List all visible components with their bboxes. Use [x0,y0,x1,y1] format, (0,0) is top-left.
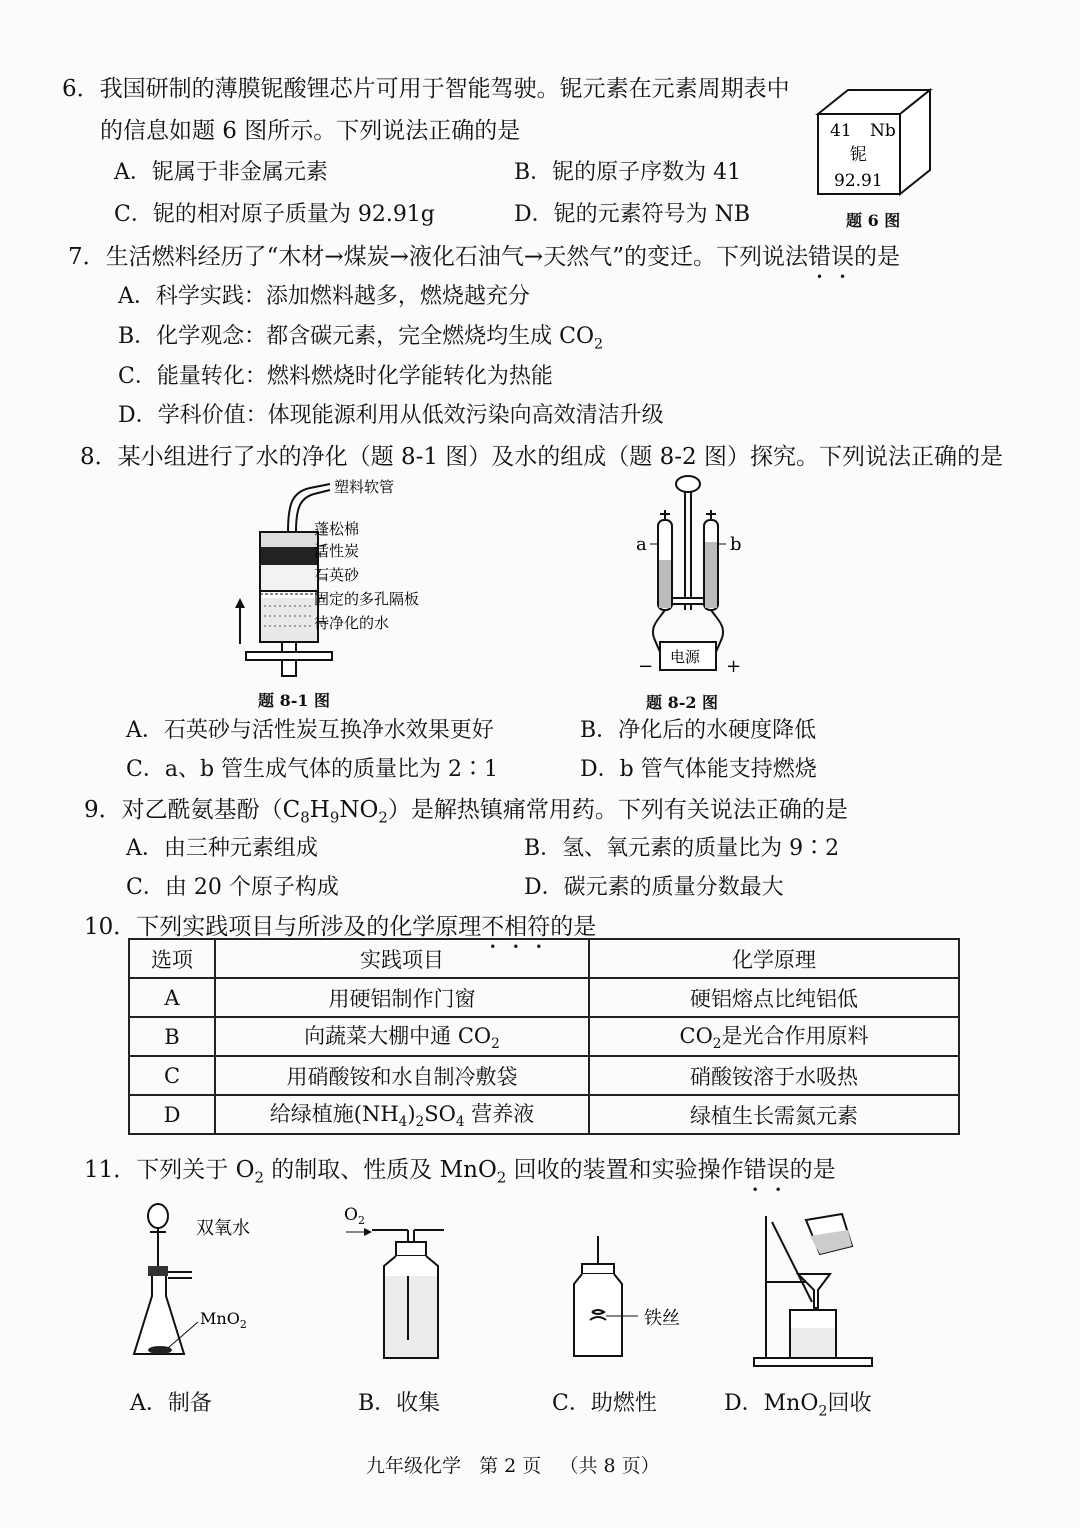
q10-row-d-project-text: 给绿植施(NH [269,1102,399,1127]
footer-total: （共 8 页） [559,1455,660,1477]
q9-option-d: D．碳元素的质量分数最大 [524,875,784,900]
q10-row-d-option: D [129,1095,215,1134]
q9-option-b: B．氢、氧元素的质量比为 9∶2 [524,836,840,861]
q10-table [128,938,960,1135]
q7-stem [68,238,900,284]
q6-option-b: B．铌的原子序数为 41 [514,160,742,185]
q11-stem-emphasis: 错误 [743,1157,790,1183]
q11-stem: 11．下列关于 $O_2$ 的制取、性质及 MnO$_2$ 回收的装置和实验操作错误的是 [84,1157,836,1187]
q8-option-c: C．a、b 管生成气体的质量比为 2∶1 [126,757,499,782]
q10-row-c-principle: 硝酸铵溶于水吸热 [589,1056,959,1095]
q6-stem-line1: 6．我国研制的薄膜铌酸锂芯片可用于智能驾驶。铌元素在元素周期表中 [62,76,790,102]
q9-stem-post: ）是解热镇痛常用药。下列有关说法正确的是 [387,797,848,823]
q11-stem-mid1: 的制取、性质及 MnO [263,1157,497,1183]
q8-fig1-purifier [230,474,470,684]
q8-fig1-label-carbon: 活性炭 [314,542,360,560]
q10-header-project: 实践项目 [215,939,589,978]
q7-stem-emphasis: 错误 [807,244,854,270]
table-row [129,978,959,1017]
q8-fig1-label-water: 待净化的水 [314,614,390,632]
q10-row-b-principle-head: CO [679,1024,713,1049]
q10-row-b-option: B [129,1017,215,1056]
q8-fig1-label-sand: 石英砂 [314,566,360,584]
q8-fig2-minus: − [638,656,654,677]
q11-caption-d: D．MnO$_2$回收 [724,1391,872,1420]
q11-caption-c: C．助燃性 [552,1391,657,1416]
q8-option-b: B．净化后的水硬度降低 [580,718,817,743]
q9-option-a: A．由三种元素组成 [126,836,318,861]
q11-fig-c-combustion [560,1230,700,1360]
page-footer [366,1451,660,1478]
q11-fig-b-collection [344,1200,464,1370]
q11-fig-c-label: 铁丝 [644,1308,680,1329]
q7-option-c: C．能量转化：燃料燃烧时化学能转化为热能 [118,364,553,389]
footer-page: 第 2 页 [479,1455,542,1477]
q8-fig2-label-b: b [730,534,742,555]
q11-stem-main: 11．下列关于 O [84,1157,255,1183]
q11-stem-end: 的是 [789,1157,836,1183]
q6-option-d: D．铌的元素符号为 NB [514,202,751,227]
q10-row-c-option: C [129,1056,215,1095]
q11-fig-a-preparation [128,1200,288,1370]
q8-fig2-caption: 题 8-2 图 [646,693,719,712]
table-row [129,1017,959,1056]
q6-atomic-mass: 92.91 [834,171,883,191]
q7-stem-end: 的是 [853,244,900,270]
q11-fig-a-catalyst: MnO$_2$ [200,1309,247,1331]
q10-row-a-option: A [129,978,215,1017]
q11-fig-a-label: 双氧水 [196,1218,250,1239]
q6-option-c: C．铌的相对原子质量为 92.91g [114,202,435,227]
table-row [129,1095,959,1134]
q9-stem-pre: 9．对乙酰氨基酚（C [84,797,301,823]
q10-row-b-principle-tail: 是光合作用原料 [721,1024,869,1049]
q8-fig1-caption: 题 8-1 图 [258,691,331,710]
q10-stem-end: 的是 [550,914,597,940]
q11-caption-d-head: D．MnO [724,1391,819,1416]
q7-option-d: D．学科价值：体现能源利用从低效污染向高效清洁升级 [118,403,664,428]
q10-table-header [129,939,959,978]
q8-stem: 8．某小组进行了水的净化（题 8-1 图）及水的组成（题 8-2 图）探究。下列说法正确的是 [80,444,1003,470]
q7-option-a: A．科学实践：添加燃料越多，燃烧越充分 [118,284,530,309]
q6-element-name: 铌 [850,145,867,165]
q8-fig1-label-plate: 固定的多孔隔板 [314,590,420,608]
q10-row-a-principle: 硬铝熔点比纯铝低 [589,978,959,1017]
q6-element-symbol: Nb [870,121,896,141]
q10-header-principle: 化学原理 [589,939,959,978]
q11-caption-a: A．制备 [130,1391,212,1416]
q6-option-a: A．铌属于非金属元素 [114,160,328,185]
q11-fig-d-filtration [750,1210,880,1370]
q6-atomic-number: 41 [830,121,852,141]
q11-stem-mid2: 回收的装置和实验操作 [506,1157,744,1183]
q8-fig2-electrolysis [630,470,770,680]
q7-stem-main: 7．生活燃料经历了“木材→煤炭→液化石油气→天然气”的变迁。下列说法 [68,244,808,270]
q7-option-b-text: B．化学观念：都含碳元素，完全燃烧均生成 CO [118,324,595,349]
q10-row-b-principle: $CO_2$是光合作用原料 [589,1017,959,1056]
q10-row-d-project-tail: 营养液 [471,1102,535,1127]
q10-stem-main: 10．下列实践项目与所涉及的化学原理 [84,914,482,940]
q10-row-a-project: 用硬铝制作门窗 [215,978,589,1017]
q11-caption-b: B．收集 [358,1391,441,1416]
q8-fig2-plus: + [726,656,742,677]
footer-subject: 九年级化学 [366,1455,462,1477]
q10-row-b-project-text: 向蔬菜大棚中通 CO [304,1024,492,1049]
q8-fig1-label-tube: 塑料软管 [334,478,395,496]
q6-stem-line2: 的信息如题 6 图所示。下列说法正确的是 [100,118,521,144]
q9-option-c: C．由 20 个原子构成 [126,875,339,900]
q9-stem: 9．对乙酰氨基酚$(C_8H_9NO_2)$是解热镇痛常用药。下列有关说法正确的是 [84,797,848,827]
q8-fig2-label-a: a [636,534,647,555]
q10-row-b-project: 向蔬菜大棚中通 $CO_2$ [215,1017,589,1056]
q10-row-c-project: 用硝酸铵和水自制冷敷袋 [215,1056,589,1095]
q10-header-option: 选项 [129,939,215,978]
q8-option-d: D．b 管气体能支持燃烧 [580,757,817,782]
q11-fig-b-gas: $O_2$ [344,1205,365,1227]
q8-fig2-power: 电源 [670,648,701,666]
q11-caption-d-tail: 回收 [827,1391,872,1416]
q8-option-a: A．石英砂与活性炭互换净水效果更好 [126,718,494,743]
q6-figure-caption: 题 6 图 [846,211,901,230]
q10-stem-emphasis: 不相符 [481,914,551,940]
table-row [129,1056,959,1095]
q10-row-d-project: 给绿植施$(NH_4)_2SO_4$ 营养液 [215,1095,589,1134]
q10-row-d-principle: 绿植生长需氮元素 [589,1095,959,1134]
q8-fig1-label-cotton: 蓬松棉 [314,520,360,538]
q7-option-b: B．化学观念：都含碳元素，完全燃烧均生成 $CO_2$ [118,324,604,353]
q6-element-cube-figure [808,86,938,206]
